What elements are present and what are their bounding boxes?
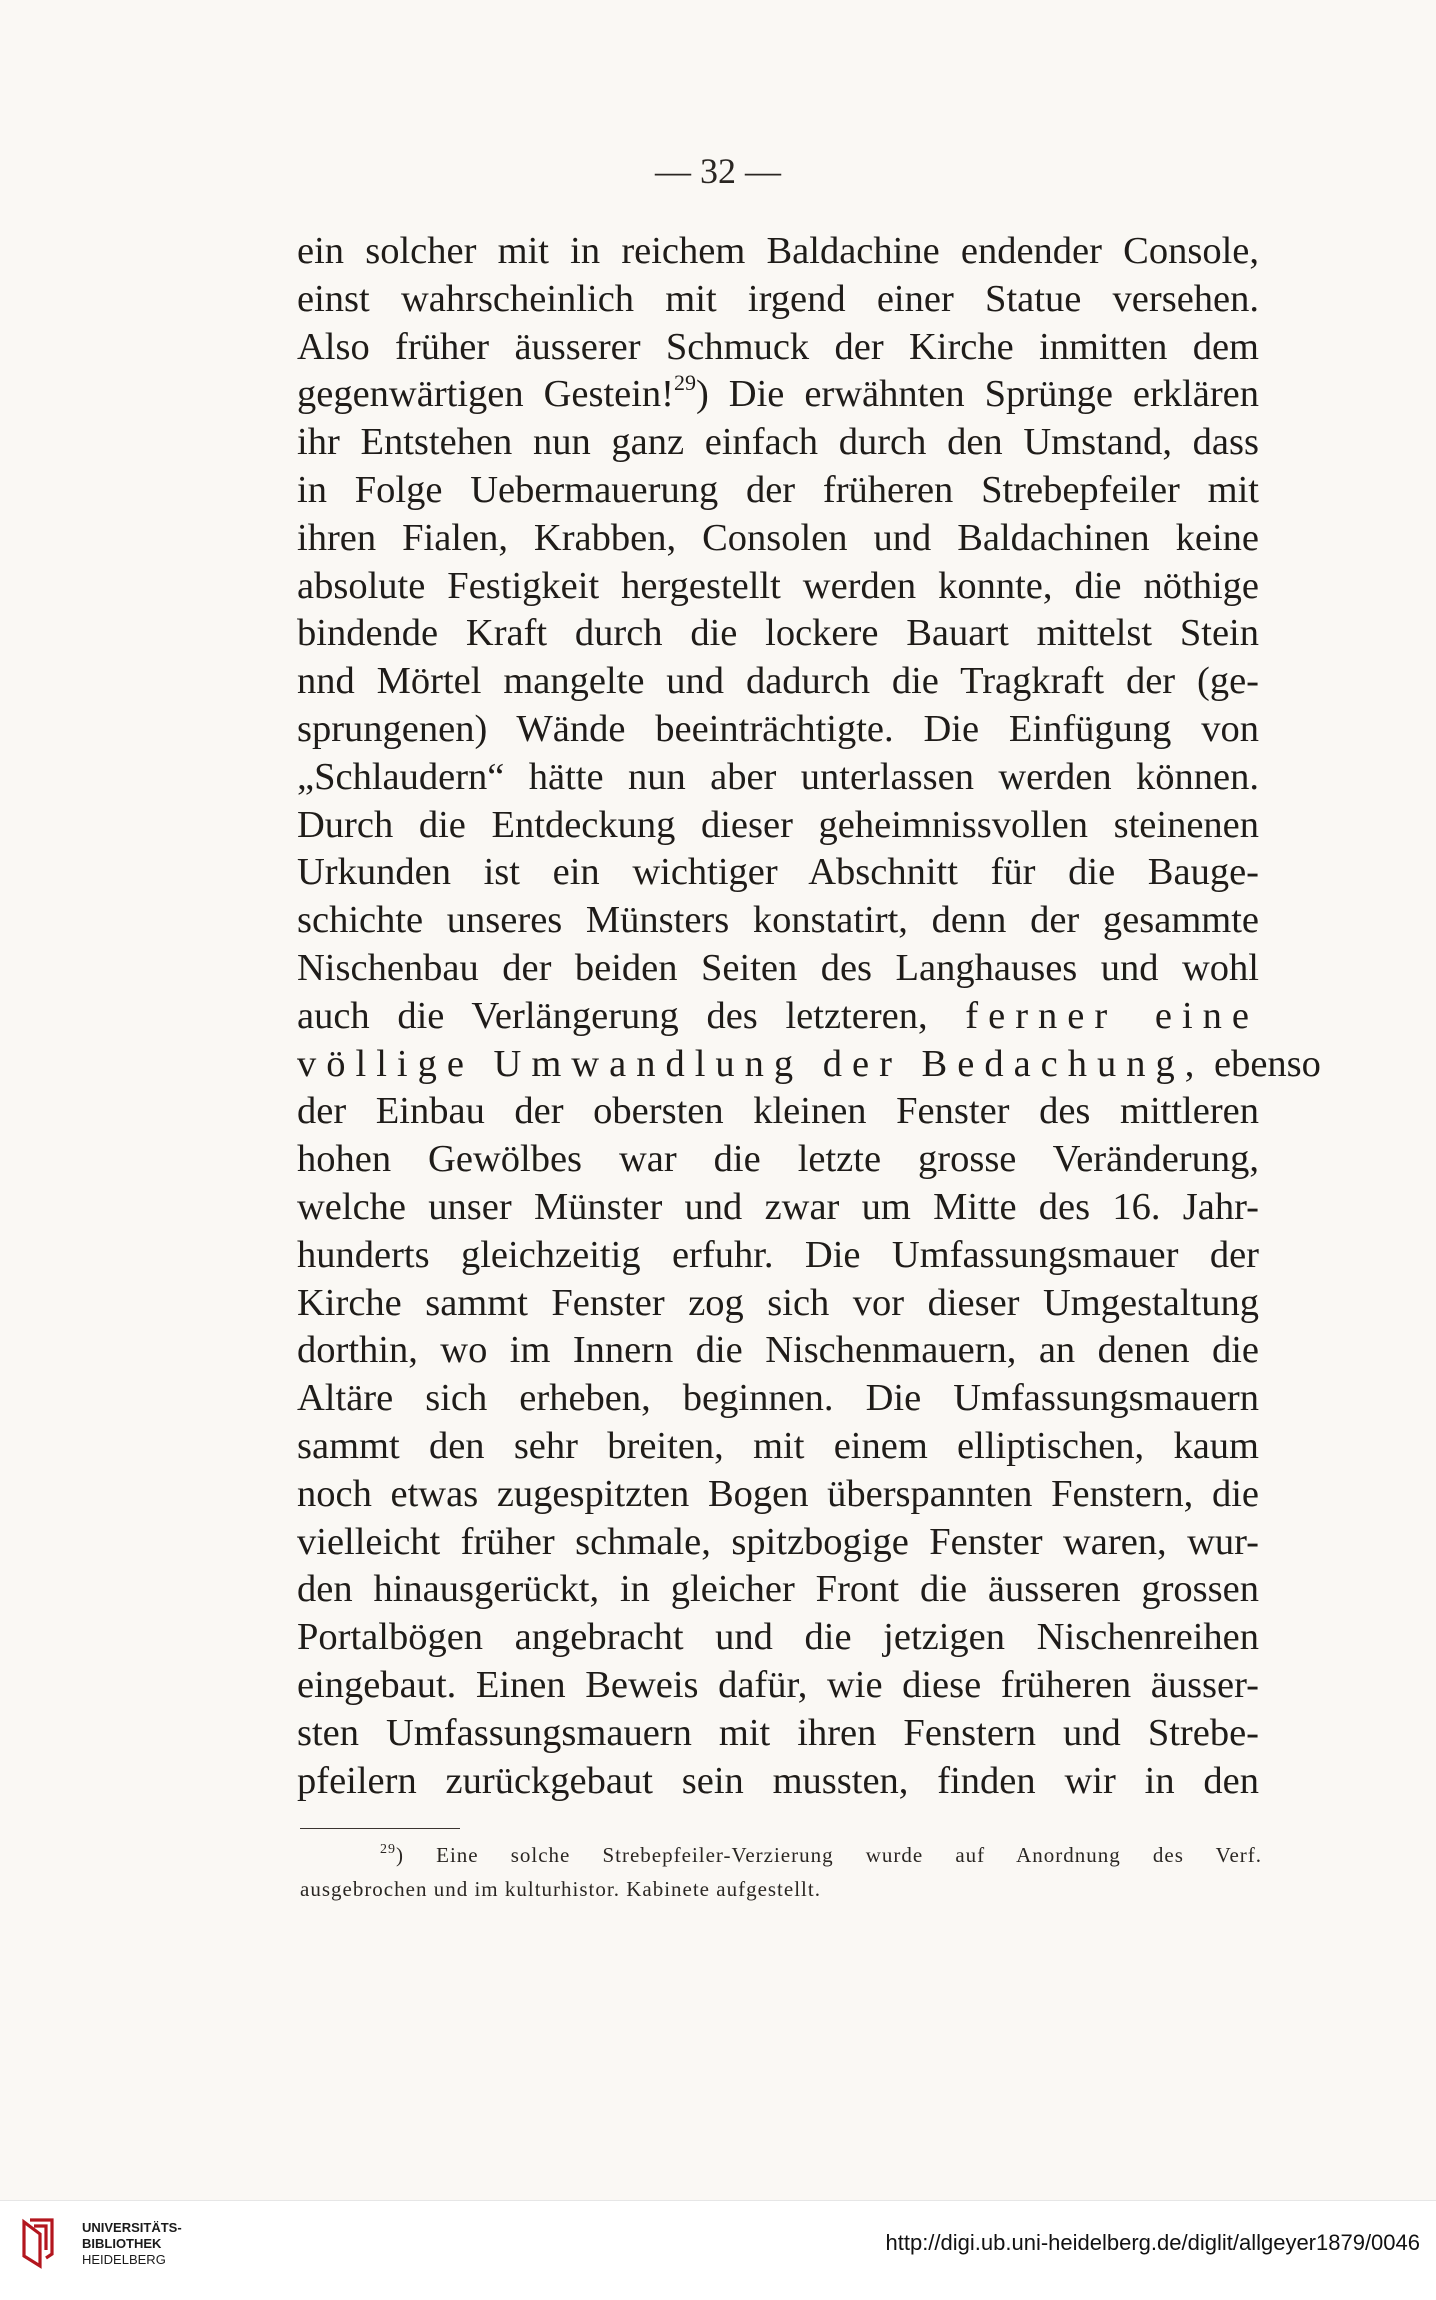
text-line: ein solcher mit in reichem Baldachine endender Console, [297,230,1259,272]
text-line: sammt den sehr breiten, mit einem elliptischen, kaum [297,1424,1259,1467]
text-line: „Schlaudern“ hätte nun aber unterlassen werden können. [297,755,1259,798]
text-line: dorthin, wo im Innern die Nischenmauern, an denen die [297,1329,1259,1372]
text-segment: ebenso [1204,1042,1321,1085]
spaced-emphasis: völlige Umwandlung der Bedachung, [297,1042,1205,1085]
text-line: Durch die Entdeckung dieser geheimnissvollen steinenen [297,803,1259,846]
text-line-with-spaced-emphasis [297,993,1259,1041]
text-line: hunderts gleichzeitig erfuhr. Die Umfassungsmauer der [297,1233,1259,1276]
text-line: Nischenbau der beiden Seiten des Langhauses und wohl [297,946,1259,989]
page-number: — 32 — [655,151,781,191]
text-line: absolute Festigkeit hergestellt werden konnte, die nöthige [297,564,1259,607]
library-name[interactable] [82,2220,182,2268]
text-line: sten Umfassungsmauern mit ihren Fenstern und Strebe- [297,1711,1259,1754]
footnote-line [300,1838,1262,1872]
library-name-line: BIBLIOTHEK [82,2236,162,2251]
footnote-divider [300,1828,460,1829]
footnote [300,1838,1262,1906]
text-line: Kirche sammt Fenster zog sich vor dieser Umgestaltung [297,1281,1259,1324]
text-line: eingebaut. Einen Beweis dafür, wie diese früheren äusser- [297,1663,1259,1706]
text-line-with-footnote-ref [297,371,1259,419]
body-text [297,228,1321,1805]
text-line: einst wahrscheinlich mit irgend einer Statue versehen. [297,277,1259,320]
text-line: in Folge Uebermauerung der früheren Strebepfeiler mit [297,468,1259,511]
text-line: schichte unseres Münsters konstatirt, denn der gesammte [297,899,1259,942]
text-line: der Einbau der obersten kleinen Fenster des mittleren [297,1090,1259,1133]
text-line: ihren Fialen, Krabben, Consolen und Baldachinen keine [297,516,1259,559]
text-line: bindende Kraft durch die lockere Bauart mittelst Stein [297,612,1259,655]
footnote-line: ausgebrochen und im kulturhistor. Kabinete aufgestellt. [300,1877,821,1901]
text-line: welche unser Münster und zwar um Mitte des 16. Jahr- [297,1185,1259,1228]
text-segment: Die erwähnten Sprünge erklären [708,373,1259,416]
text-line: Portalbögen angebracht und die jetzigen Nischenreihen [297,1616,1259,1659]
text-line: nnd Mörtel mangelte und dadurch die Tragkraft der (ge- [297,660,1259,703]
text-line: Altäre sich erheben, beginnen. Die Umfassungsmauern [297,1377,1259,1420]
text-line: vielleicht früher schmale, spitzbogige Fenster waren, wur- [297,1520,1259,1563]
library-name-line: UNIVERSITÄTS- [82,2220,182,2235]
text-segment: auch die Verlängerung des letzteren, [297,994,928,1037]
text-line: den hinausgerückt, in gleicher Front die äusseren grossen [297,1568,1259,1611]
text-line: noch etwas zugespitzten Bogen überspannten Fenstern, die [297,1472,1259,1515]
text-line: sprungenen) Wände beeinträchtigte. Die Einfügung von [297,707,1259,750]
text-line: pfeilern zurückgebaut sein mussten, finden wir in den [297,1759,1259,1802]
footnote-marker: 29 [380,1842,396,1857]
library-name-line: HEIDELBERG [82,2252,166,2267]
text-segment: gegenwärtigen Gestein! [297,373,674,416]
spaced-emphasis: ferner eine [927,994,1259,1037]
permalink-url[interactable]: http://digi.ub.uni-heidelberg.de/diglit/allgeyer1879/0046 [885,2230,1420,2255]
footnote-text: Eine solche Strebepfeiler-Verzierung wurde auf Anordnung des Verf. [404,1843,1262,1867]
text-line: ihr Entstehen nun ganz einfach durch den Umstand, dass [297,421,1259,464]
ub-heidelberg-logo-icon[interactable] [18,2216,58,2272]
text-line: hohen Gewölbes war die letzte grosse Veränderung, [297,1138,1259,1181]
footnote-marker-paren: ) [396,1843,404,1867]
text-line-with-spaced-emphasis [297,1041,1321,1089]
text-line: Also früher äusserer Schmuck der Kirche inmitten dem [297,325,1259,368]
footnote-reference[interactable]: 29 [674,370,696,396]
text-line: Urkunden ist ein wichtiger Abschnitt für die Bauge- [297,851,1259,894]
footnote-ref-paren: ) [696,373,709,416]
